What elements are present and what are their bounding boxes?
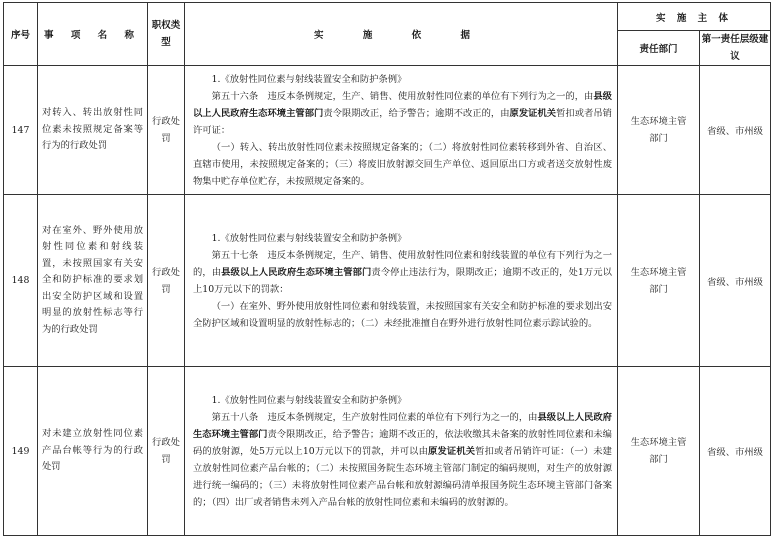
basis-article: 第五十七条 违反本条例规定，生产、销售、使用放射性同位素和射线装置的单位有下列行为之一的，由县级以上人民政府生态环境主管部门责令停止违法行为，限期改正；逾期不改正的，处1万元以上10万元以下的罚款： — [193, 249, 612, 295]
header-seq: 序号 — [4, 3, 38, 66]
document-table — [3, 2, 771, 536]
row-basis — [185, 66, 618, 195]
row-dept: 生态环境主管部门 — [618, 367, 700, 536]
row-item-name: 对转入、转出放射性同位素未按照规定备案等行为的行政处罚 — [38, 66, 148, 195]
row-category: 行政处罚 — [148, 367, 185, 536]
row-category: 行政处罚 — [148, 66, 185, 195]
row-category: 行政处罚 — [148, 195, 185, 367]
row-basis — [185, 195, 618, 367]
header-dept: 责任部门 — [618, 31, 700, 66]
header-category: 职权类型 — [148, 3, 185, 66]
row-seq: 147 — [4, 66, 38, 195]
basis-clauses: （一）转入、转出放射性同位素未按照规定备案的；（二）将放射性同位素转移到外省、自治区、直辖市使用，未按照规定备案的；（三）将废旧放射源交回生产单位、返回原出口方或者送交放射性废物集中贮存单位贮存，未按照规定备案的。 — [193, 141, 612, 187]
table-row — [4, 66, 771, 195]
row-dept: 生态环境主管部门 — [618, 195, 700, 367]
basis-law-title: 1.《放射性同位素与射线装置安全和防护条例》 — [211, 73, 407, 85]
basis-article: 第五十六条 违反本条例规定，生产、销售、使用放射性同位素的单位有下列行为之一的，由县级以上人民政府生态环境主管部门责令限期改正，给予警告；逾期不改正的，由原发证机关暂扣或者吊销许可证： — [193, 90, 612, 136]
row-seq: 149 — [4, 367, 38, 536]
row-dept: 生态环境主管部门 — [618, 66, 700, 195]
row-level: 省级、市州级 — [700, 195, 771, 367]
header-level: 第一责任层级建议 — [700, 31, 771, 66]
header-row — [4, 3, 771, 31]
table-row — [4, 367, 771, 536]
header-subject: 实 施 主 体 — [618, 3, 771, 31]
row-level: 省级、市州级 — [700, 367, 771, 536]
header-basis: 实 施 依 据 — [185, 3, 618, 66]
header-item-name: 事 项 名 称 — [38, 3, 148, 66]
row-basis — [185, 367, 618, 536]
row-item-name: 对在室外、野外使用放射性同位素和射线装置，未按照国家有关安全和防护标准的要求划出安全防护区域和设置明显的放射性标志等行为的行政处罚 — [38, 195, 148, 367]
basis-article: 第五十八条 违反本条例规定，生产放射性同位素的单位有下列行为之一的，由县级以上人民政府生态环境主管部门责令限期改正，给予警告；逾期不改正的，依法收缴其未备案的放射性同位素和未编码的放射源，处5万元以上10万元以下的罚款，并可以由原发证机关暂扣或者吊销许可证：（一）未建立放射性同位素产品台帐的；（二）未按照国务院生态环境主管部门制定的编码规则，对生产的放射源进行统一编码的；（三）未将放射性同位素产品台帐和放射源编码清单报国务院生态环境主管部门备案的；（四）出厂或者销售未列入产品台帐的放射性同位素和未编码的放射源的。 — [193, 411, 612, 508]
row-level: 省级、市州级 — [700, 66, 771, 195]
basis-law-title: 1.《放射性同位素与射线装置安全和防护条例》 — [211, 232, 407, 244]
basis-clauses: （一）在室外、野外使用放射性同位素和射线装置，未按照国家有关安全和防护标准的要求划出安全防护区域和设置明显的放射性标志的；（二）未经批准擅自在野外进行放射性同位素示踪试验的。 — [193, 300, 612, 329]
table-row — [4, 195, 771, 367]
row-seq: 148 — [4, 195, 38, 367]
basis-law-title: 1.《放射性同位素与射线装置安全和防护条例》 — [211, 394, 407, 406]
row-item-name: 对未建立放射性同位素产品台帐等行为的行政处罚 — [38, 367, 148, 536]
